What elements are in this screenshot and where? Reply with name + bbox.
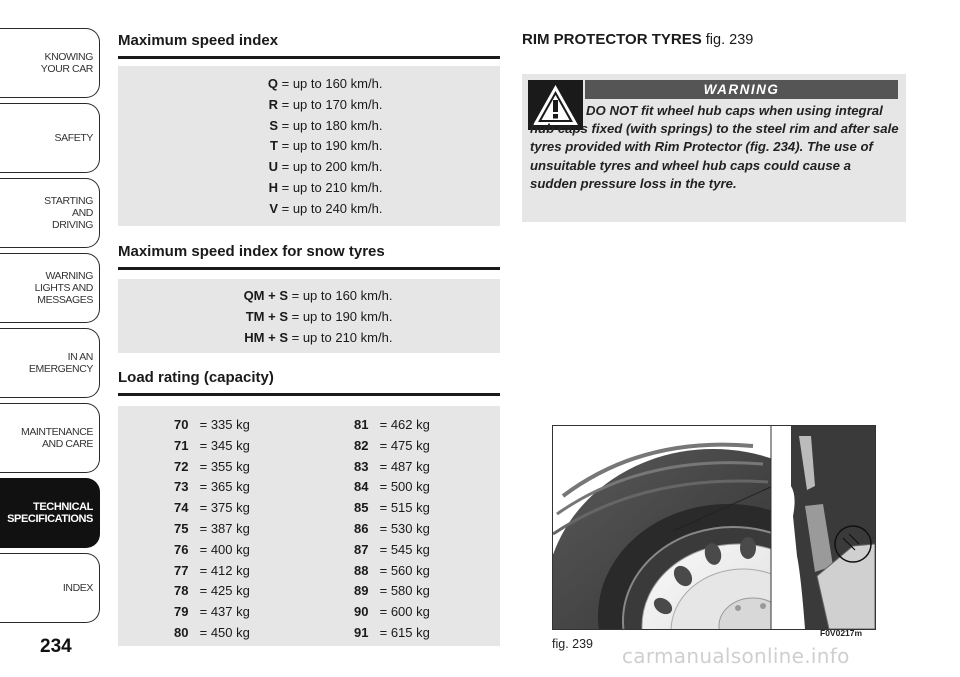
list-item xyxy=(174,623,250,644)
row-value: = up to 160 km/h. xyxy=(288,288,393,303)
row-code: 79 xyxy=(174,604,189,620)
row-code: 83 xyxy=(354,458,369,474)
snow-index-list xyxy=(198,286,392,348)
list-item xyxy=(174,477,250,498)
list-item xyxy=(198,328,392,349)
row-value: = 600 kg xyxy=(376,604,430,620)
tyre-rim-illustration xyxy=(552,425,876,630)
snow-index-title: Maximum speed index for snow tyres xyxy=(118,243,500,270)
list-item xyxy=(174,602,250,623)
list-item xyxy=(174,581,250,602)
list-item xyxy=(238,199,382,220)
row-value: = up to 180 km/h. xyxy=(278,117,383,133)
row-value: = 487 kg xyxy=(376,458,430,474)
row-code: 70 xyxy=(174,417,189,432)
row-code: 81 xyxy=(354,417,369,432)
row-value: = 560 kg xyxy=(376,562,430,578)
row-value: = up to 160 km/h. xyxy=(278,76,383,91)
list-item xyxy=(354,415,430,436)
list-item xyxy=(238,116,382,137)
list-item xyxy=(354,498,430,519)
tab-knowing-your-car[interactable]: KNOWING YOUR CAR xyxy=(0,28,100,98)
row-code: 74 xyxy=(174,500,189,516)
row-value: = up to 190 km/h. xyxy=(278,138,383,154)
row-code: S xyxy=(269,117,278,133)
page-number: 234 xyxy=(40,636,72,657)
row-value: = up to 210 km/h. xyxy=(288,329,393,345)
list-item xyxy=(354,561,430,582)
row-code: 86 xyxy=(354,520,369,536)
row-value: = 515 kg xyxy=(376,500,430,516)
tab-warning-lights[interactable]: WARNING LIGHTS AND MESSAGES xyxy=(0,253,100,323)
tab-technical-specifications[interactable]: TECHNICAL SPECIFICATIONS xyxy=(0,478,100,548)
row-code: 72 xyxy=(174,458,189,474)
list-item xyxy=(238,178,382,199)
tyre-icon xyxy=(553,426,875,629)
row-value: = 530 kg xyxy=(376,520,430,536)
row-code: 75 xyxy=(174,520,189,536)
row-code: 87 xyxy=(354,541,369,557)
warning-label: WARNING xyxy=(585,80,898,99)
row-code: 82 xyxy=(354,437,369,453)
rim-protector-title: RIM PROTECTOR TYRES fig. 239 xyxy=(522,31,754,48)
tab-index[interactable]: INDEX xyxy=(0,553,100,623)
row-code: U xyxy=(268,159,278,175)
list-item xyxy=(174,415,250,436)
row-value: = 365 kg xyxy=(196,479,250,495)
row-code: 78 xyxy=(174,583,189,599)
row-value: = 500 kg xyxy=(376,479,430,495)
list-item xyxy=(354,457,430,478)
tab-starting-and-driving[interactable]: STARTING AND DRIVING xyxy=(0,178,100,248)
list-item xyxy=(354,436,430,457)
snow-index-box xyxy=(118,279,500,353)
row-value: = up to 170 km/h. xyxy=(278,96,383,112)
row-value: = 387 kg xyxy=(196,520,250,536)
list-item xyxy=(238,136,382,157)
row-code: R xyxy=(268,96,278,112)
list-item xyxy=(198,307,392,328)
speed-index-list xyxy=(238,74,382,220)
row-value: = 375 kg xyxy=(196,500,250,516)
row-value: = 412 kg xyxy=(196,562,250,578)
row-value: = 400 kg xyxy=(196,541,250,557)
row-value: = 580 kg xyxy=(376,583,430,599)
row-value: = up to 190 km/h. xyxy=(288,308,393,324)
row-code: Q xyxy=(267,76,278,91)
speed-index-box xyxy=(118,66,500,226)
list-item xyxy=(354,623,430,644)
row-value: = up to 240 km/h. xyxy=(278,200,383,216)
row-value: = 437 kg xyxy=(196,604,250,620)
row-value: = 475 kg xyxy=(376,437,430,453)
row-value: = 355 kg xyxy=(196,458,250,474)
row-value: = up to 200 km/h. xyxy=(278,159,383,175)
row-code: H xyxy=(268,179,278,195)
figure-caption: fig. 239 xyxy=(552,637,594,651)
list-item xyxy=(198,286,392,307)
row-code: TM + S xyxy=(245,308,288,324)
load-rating-column-1 xyxy=(174,415,250,644)
row-code: 90 xyxy=(354,604,369,620)
list-item xyxy=(174,561,250,582)
watermark: carmanualsonline.info xyxy=(622,644,850,668)
speed-index-title: Maximum speed index xyxy=(118,32,500,59)
row-code: 80 xyxy=(174,624,189,640)
list-item xyxy=(174,457,250,478)
list-item xyxy=(354,519,430,540)
row-code: 88 xyxy=(354,562,369,578)
row-code: 84 xyxy=(354,479,369,495)
row-code: 91 xyxy=(354,624,369,640)
row-code: 77 xyxy=(174,562,189,578)
list-item xyxy=(174,498,250,519)
row-value: = 462 kg xyxy=(376,417,430,432)
row-value: = 615 kg xyxy=(376,624,430,640)
row-value: = 545 kg xyxy=(376,541,430,557)
row-value: = 450 kg xyxy=(196,624,250,640)
row-code: V xyxy=(269,200,278,216)
chapter-tabs xyxy=(0,0,102,677)
tab-in-an-emergency[interactable]: IN AN EMERGENCY xyxy=(0,328,100,398)
row-code: 76 xyxy=(174,541,189,557)
row-code: HM + S xyxy=(244,329,288,345)
list-item xyxy=(354,581,430,602)
list-item xyxy=(354,602,430,623)
row-value: = up to 210 km/h. xyxy=(278,179,383,195)
list-item xyxy=(238,157,382,178)
row-code: T xyxy=(270,138,278,154)
row-code: 89 xyxy=(354,583,369,599)
figure-code: F0V0217m xyxy=(820,628,863,638)
row-value: = 345 kg xyxy=(196,437,250,453)
warning-box xyxy=(522,74,906,222)
list-item xyxy=(238,74,382,95)
load-rating-column-2 xyxy=(354,415,430,644)
warning-text: DO NOT fit wheel hub caps when using integral hub caps fixed (with springs) to the steel rim and after sale tyres provided with Rim Protector (fig. 234). The use of unsuitable tyres and wheel hub caps could cause a sudden pressure loss in the tyre. xyxy=(530,103,899,191)
load-rating-title: Load rating (capacity) xyxy=(118,369,500,396)
row-code: QM + S xyxy=(243,288,288,303)
tab-safety[interactable]: SAFETY xyxy=(0,103,100,173)
row-code: 73 xyxy=(174,479,189,495)
list-item xyxy=(174,519,250,540)
list-item xyxy=(174,436,250,457)
row-code: 85 xyxy=(354,500,369,516)
list-item xyxy=(354,477,430,498)
list-item xyxy=(238,95,382,116)
row-value: = 425 kg xyxy=(196,583,250,599)
list-item xyxy=(174,540,250,561)
list-item xyxy=(354,540,430,561)
load-rating-box xyxy=(118,406,500,646)
row-value: = 335 kg xyxy=(196,417,250,432)
row-code: 71 xyxy=(174,437,189,453)
tab-maintenance-and-care[interactable]: MAINTENANCE AND CARE xyxy=(0,403,100,473)
